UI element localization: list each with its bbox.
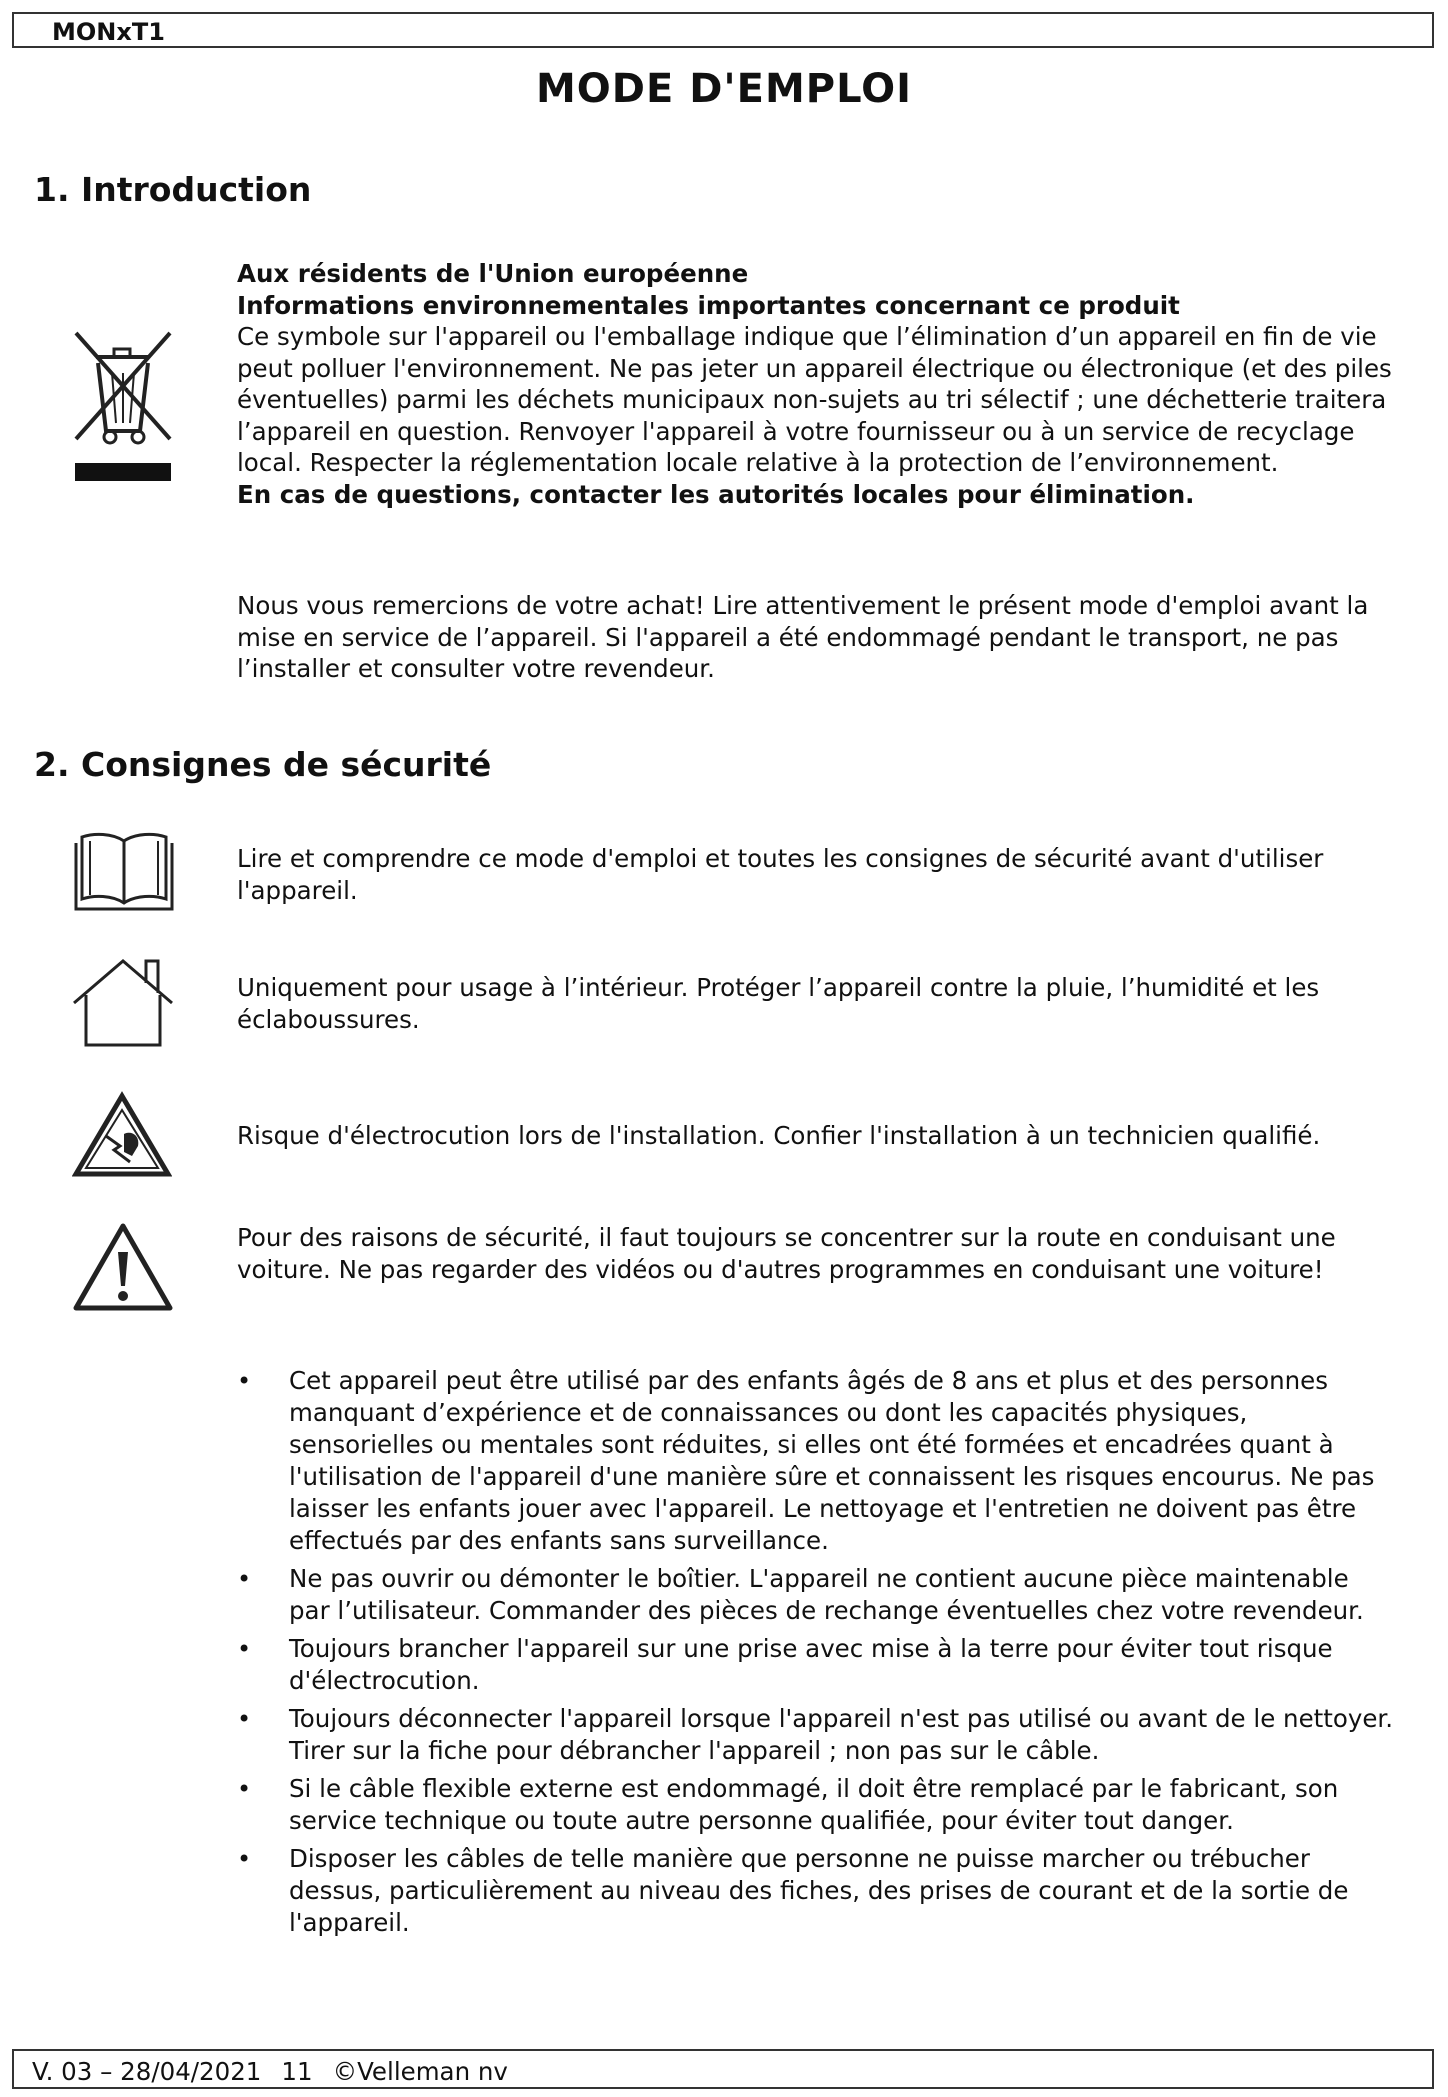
indoor-house-icon xyxy=(68,955,178,1051)
section-heading-introduction: 1. Introduction xyxy=(34,170,312,209)
bullet-marker: • xyxy=(237,1705,252,1733)
thank-you-text: Nous vous remercions de votre achat! Lire attentivement le présent mode d'emploi avant la mise en service de l’appareil. Si l'appareil a été endommagé pendant le transport, ne pas l’installer et consulter votre revendeur. xyxy=(237,591,1369,683)
safety-text-electrocution: Risque d'électrocution lors de l'installation. Confier l'installation à un technicien qualifié. xyxy=(237,1121,1321,1150)
version-date: V. 03 – 28/04/2021 xyxy=(32,2057,262,2086)
safety-bullet-list xyxy=(237,1365,1397,1945)
bullet-marker: • xyxy=(237,1635,252,1663)
bullet-marker: • xyxy=(237,1775,252,1803)
footer-text xyxy=(32,2057,528,2086)
model-name: MONxT1 xyxy=(52,18,165,46)
eu-notice-block xyxy=(237,258,1397,510)
environment-info-heading: Informations environnementales importantes concernant ce produit xyxy=(237,290,1180,320)
footer-bar xyxy=(12,2049,1434,2089)
list-item: • Toujours brancher l'appareil sur une prise avec mise à la terre pour éviter tout risque d'électrocution. xyxy=(237,1634,1333,1695)
list-item: • Si le câble flexible externe est endommagé, il doit être remplacé par le fabricant, son service technique ou toute autre personne qualifiée, pour éviter tout danger. xyxy=(237,1774,1339,1835)
contact-authorities-text: En cas de questions, contacter les autorités locales pour élimination. xyxy=(237,479,1195,509)
header-bar xyxy=(12,12,1434,48)
bullet-marker: • xyxy=(237,1565,252,1593)
warning-triangle-icon xyxy=(70,1220,176,1316)
copyright: ©Velleman nv xyxy=(332,2057,508,2086)
electric-shock-warning-icon xyxy=(72,1090,172,1180)
safety-text-driving: Pour des raisons de sécurité, il faut toujours se concentrer sur la route en conduisant une voiture. Ne pas regarder des vidéos ou d'autres programmes en conduisant une voiture! xyxy=(237,1223,1336,1284)
list-item: • Toujours déconnecter l'appareil lorsque l'appareil n'est pas utilisé ou avant de le nettoyer. Tirer sur la fiche pour débrancher l'appareil ; non pas sur le câble. xyxy=(237,1704,1394,1765)
disposal-text: Ce symbole sur l'appareil ou l'emballage indique que l’élimination d’un appareil en fin de vie peut polluer l'environnement. Ne pas jeter un appareil électrique ou électronique (et des piles éventuelles) parmi les déchets municipaux non-sujets au tri sélectif ; une déchetterie traitera l’appareil en question. Renvoyer l'appareil à votre fournisseur ou à un service de recyclage local. Respecter la réglementation locale relative à la protection de l’environnement. xyxy=(237,322,1392,477)
eu-residents-heading: Aux résidents de l'Union européenne xyxy=(237,259,749,288)
list-item: • Ne pas ouvrir ou démonter le boîtier. L'appareil ne contient aucune pièce maintenable par l’utilisateur. Commander des pièces de rechange éventuelles chez votre revendeur. xyxy=(237,1564,1364,1625)
list-item: • Cet appareil peut être utilisé par des enfants âgés de 8 ans et plus et des personnes manquant d’expérience et de connaissances ou dont les capacités physiques, sensorielles ou mentales sont réduites, si elles ont été formées et encadrées quant à l'utilisation de l'appareil d'une manière sûre et connaissent les risques encourus. Ne pas laisser les enfants jouer avec l'appareil. Le nettoyage et l'entretien ne doivent pas être effectués par des enfants sans surveillance. xyxy=(237,1366,1375,1555)
manual-book-icon xyxy=(72,827,176,913)
safety-text-manual: Lire et comprendre ce mode d'emploi et toutes les consignes de sécurité avant d'utiliser l'appareil. xyxy=(237,844,1324,905)
safety-text-indoor: Uniquement pour usage à l’intérieur. Protéger l’appareil contre la pluie, l’humidité et les éclaboussures. xyxy=(237,973,1320,1034)
section-heading-safety: 2. Consignes de sécurité xyxy=(34,745,492,784)
page-number: 11 xyxy=(281,2057,313,2086)
page-title: MODE D'EMPLOI xyxy=(535,66,913,112)
bullet-marker: • xyxy=(237,1367,252,1395)
weee-recycling-bin-icon xyxy=(68,327,178,485)
bullet-marker: • xyxy=(237,1845,252,1873)
list-item: • Disposer les câbles de telle manière que personne ne puisse marcher ou trébucher dessus, particulièrement au niveau des fiches, des prises de courant et de la sortie de l'appareil. xyxy=(237,1844,1349,1937)
